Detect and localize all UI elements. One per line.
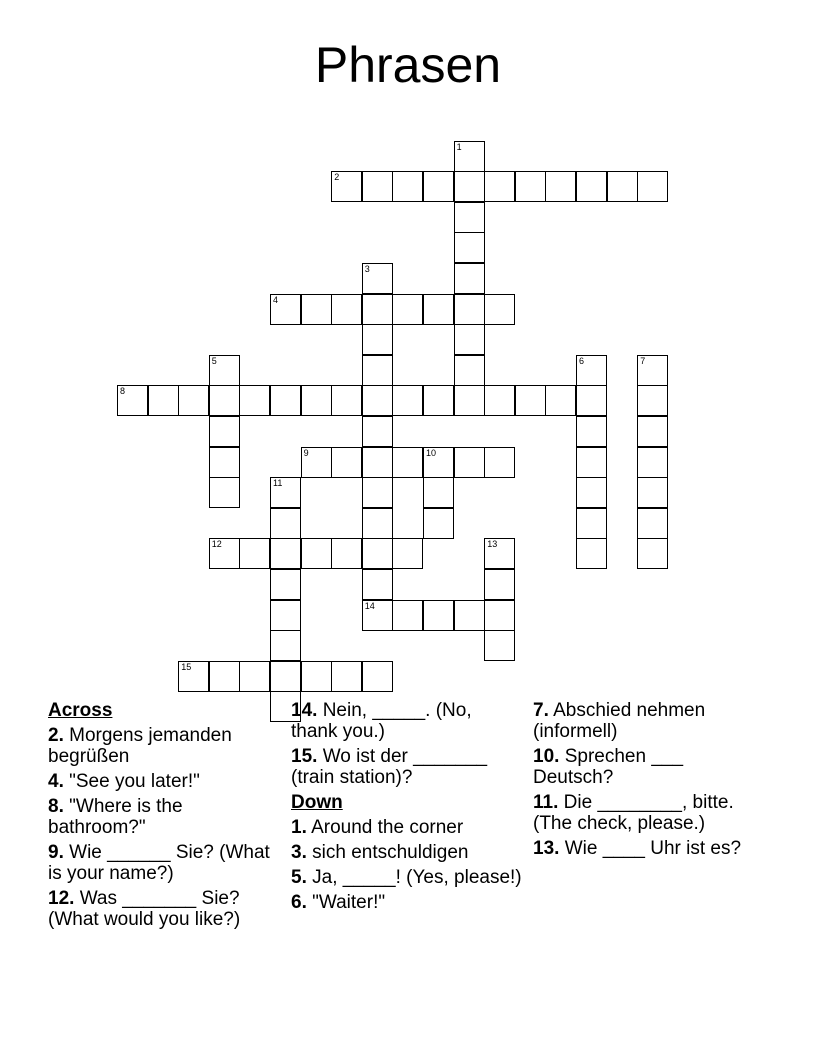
clue-down-7: 7. Abschied nehmen (informell) [533, 700, 706, 742]
grid-cell[interactable] [270, 600, 301, 631]
grid-cell[interactable] [239, 661, 270, 692]
grid-cell[interactable] [392, 294, 423, 325]
grid-cell[interactable] [362, 569, 393, 600]
grid-cell[interactable] [331, 538, 362, 569]
clue-across-12: 12. Was _______ Sie? (What would you like?) [48, 888, 241, 930]
grid-cell[interactable] [576, 385, 607, 416]
grid-cell[interactable] [209, 477, 240, 508]
cell-number: 11 [273, 478, 283, 489]
cell-number: 14 [364, 600, 375, 611]
grid-cell[interactable] [454, 600, 485, 631]
grid-cell[interactable] [637, 416, 668, 447]
grid-cell[interactable] [270, 569, 301, 600]
grid-cell[interactable] [423, 600, 454, 631]
grid-cell[interactable] [331, 294, 362, 325]
clue-down-6: 6. "Waiter!" [291, 892, 386, 913]
grid-cell[interactable] [515, 385, 546, 416]
grid-cell[interactable] [362, 661, 393, 692]
grid-cell[interactable] [117, 385, 148, 416]
cell-number: 4 [273, 294, 279, 305]
grid-cell[interactable] [209, 385, 240, 416]
grid-cell[interactable] [454, 294, 485, 325]
grid-cell[interactable] [362, 447, 393, 478]
grid-cell[interactable] [484, 569, 515, 600]
grid-cell[interactable] [362, 171, 393, 202]
grid-cell[interactable] [484, 294, 515, 325]
grid-cell[interactable] [392, 385, 423, 416]
grid-cell[interactable] [576, 355, 607, 386]
cell-number: 5 [211, 355, 217, 366]
grid-cell[interactable] [423, 477, 454, 508]
grid-cell[interactable] [423, 294, 454, 325]
grid-cell[interactable] [576, 447, 607, 478]
grid-cell[interactable] [209, 538, 240, 569]
cell-number: 1 [456, 141, 462, 152]
down-heading: Down [291, 792, 343, 813]
grid-cell[interactable] [454, 385, 485, 416]
grid-cell[interactable] [637, 171, 668, 202]
grid-cell[interactable] [637, 508, 668, 539]
grid-cell[interactable] [178, 385, 209, 416]
grid-cell[interactable] [362, 263, 393, 294]
clue-across-8: 8. "Where is the bathroom?" [48, 796, 183, 838]
grid-cell[interactable] [362, 294, 393, 325]
across-heading: Across [48, 700, 113, 721]
grid-cell[interactable] [423, 508, 454, 539]
grid-cell[interactable] [545, 385, 576, 416]
cell-number: 9 [303, 447, 309, 458]
grid-cell[interactable] [423, 171, 454, 202]
grid-cell[interactable] [392, 171, 423, 202]
clue-down-1: 1. Around the corner [291, 817, 464, 838]
grid-cell[interactable] [270, 661, 301, 692]
grid-cell[interactable] [423, 447, 454, 478]
cell-number: 13 [487, 539, 498, 550]
grid-cell[interactable] [392, 538, 423, 569]
grid-cell[interactable] [484, 447, 515, 478]
grid-cell[interactable] [545, 171, 576, 202]
clue-down-11: 11. Die ________, bitte. (The check, please.) [533, 792, 734, 834]
grid-cell[interactable] [362, 324, 393, 355]
grid-cell[interactable] [270, 508, 301, 539]
cell-number: 15 [181, 661, 192, 672]
grid-cell[interactable] [484, 600, 515, 631]
clue-column-1 [48, 700, 273, 934]
grid-cell[interactable] [637, 355, 668, 386]
grid-cell[interactable] [362, 600, 393, 631]
grid-cell[interactable] [392, 600, 423, 631]
grid-cell[interactable] [178, 661, 209, 692]
grid-cell[interactable] [239, 538, 270, 569]
grid-cell[interactable] [637, 447, 668, 478]
grid-cell[interactable] [209, 416, 240, 447]
cell-number: 6 [579, 355, 585, 366]
puzzle-title: Phrasen [314, 37, 502, 93]
grid-cell[interactable] [454, 263, 485, 294]
grid-cell[interactable] [454, 324, 485, 355]
grid-cell[interactable] [454, 355, 485, 386]
clue-across-9: 9. Wie ______ Sie? (What is your name?) [48, 842, 270, 884]
grid-cell[interactable] [209, 661, 240, 692]
grid-cell[interactable] [331, 385, 362, 416]
grid-cell[interactable] [637, 385, 668, 416]
cell-number: 12 [211, 539, 222, 550]
grid-cell[interactable] [484, 171, 515, 202]
grid-cell[interactable] [362, 508, 393, 539]
grid-cell[interactable] [576, 508, 607, 539]
grid-cell[interactable] [484, 630, 515, 661]
cell-number: 8 [120, 386, 126, 397]
grid-cell[interactable] [331, 661, 362, 692]
grid-cell[interactable] [454, 171, 485, 202]
grid-cell[interactable] [270, 385, 301, 416]
clue-down-13: 13. Wie ____ Uhr ist es? [533, 838, 742, 859]
grid-cell[interactable] [576, 477, 607, 508]
grid-cell[interactable] [301, 661, 332, 692]
cell-number: 10 [426, 447, 437, 458]
grid-cell[interactable] [454, 202, 485, 233]
cell-number: 2 [334, 172, 340, 183]
grid-cell[interactable] [148, 385, 179, 416]
grid-cell[interactable] [392, 447, 423, 478]
clue-across-15: 15. Wo ist der _______ (train station)? [291, 746, 488, 788]
grid-cell[interactable] [209, 447, 240, 478]
grid-cell[interactable] [301, 447, 332, 478]
clue-column-3 [533, 700, 743, 863]
grid-cell[interactable] [607, 171, 638, 202]
grid-cell[interactable] [484, 385, 515, 416]
grid-cell[interactable] [515, 171, 546, 202]
grid-cell[interactable] [362, 385, 393, 416]
grid-cell[interactable] [362, 355, 393, 386]
grid-cell[interactable] [331, 171, 362, 202]
clue-across-14: 14. Nein, _____. (No, thank you.) [291, 700, 472, 742]
grid-cell[interactable] [576, 538, 607, 569]
grid-cell[interactable] [576, 416, 607, 447]
grid-cell[interactable] [301, 385, 332, 416]
grid-cell[interactable] [270, 477, 301, 508]
clue-across-4: 4. "See you later!" [48, 771, 200, 792]
grid-cell[interactable] [331, 447, 362, 478]
grid-cell[interactable] [576, 171, 607, 202]
clue-down-10: 10. Sprechen ___ Deutsch? [533, 746, 684, 788]
grid-cell[interactable] [637, 538, 668, 569]
grid-cell[interactable] [454, 447, 485, 478]
grid-cell[interactable] [270, 538, 301, 569]
grid-cell[interactable] [423, 385, 454, 416]
grid-cell[interactable] [454, 232, 485, 263]
grid-cell[interactable] [362, 477, 393, 508]
grid-cell[interactable] [301, 294, 332, 325]
grid-cell[interactable] [301, 538, 332, 569]
cell-number: 7 [640, 355, 646, 366]
grid-cell[interactable] [484, 538, 515, 569]
grid-cell[interactable] [239, 385, 270, 416]
grid-cell[interactable] [270, 294, 301, 325]
grid-cell[interactable] [270, 630, 301, 661]
clue-across-2: 2. Morgens jemanden begrüßen [48, 725, 232, 767]
grid-cell[interactable] [637, 477, 668, 508]
clue-down-3: 3. sich entschuldigen [291, 842, 469, 863]
clue-down-5: 5. Ja, _____! (Yes, please!) [291, 867, 522, 888]
grid-cell[interactable] [362, 538, 393, 569]
clue-column-2 [291, 700, 523, 917]
grid-cell[interactable] [362, 416, 393, 447]
grid-cell[interactable] [209, 355, 240, 386]
grid-cell[interactable] [454, 141, 485, 172]
cell-number: 3 [364, 264, 370, 274]
